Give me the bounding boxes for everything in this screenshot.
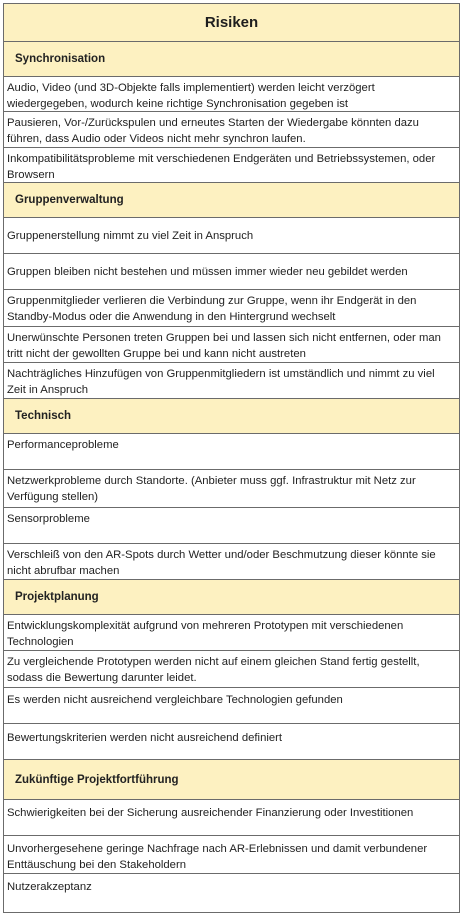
risk-row: Entwicklungskomplexität aufgrund von mehreren Prototypen mit verschiedenen Technologien — [4, 615, 459, 651]
table-title: Risiken — [4, 4, 459, 42]
risk-row: Pausieren, Vor-/Zurückspulen und erneutes Starten der Wiedergabe könnten dazu führen, dass Audio oder Videos nicht mehr synchron laufen. — [4, 112, 459, 148]
risk-row: Gruppenerstellung nimmt zu viel Zeit in Anspruch — [4, 218, 459, 254]
risk-row: Schwierigkeiten bei der Sicherung ausreichender Finanzierung oder Investitionen — [4, 800, 459, 836]
risk-row: Performanceprobleme — [4, 434, 459, 470]
risk-row: Audio, Video (und 3D-Objekte falls implementiert) werden leicht verzögert wiedergegeben, wodurch keine richtige Synchronisation gegeben ist — [4, 77, 459, 112]
risk-row: Inkompatibilitätsprobleme mit verschiedenen Endgeräten und Betriebssystemen, oder Browsern — [4, 148, 459, 183]
risk-table — [3, 3, 460, 913]
section-header-synchronisation: Synchronisation — [4, 42, 459, 77]
section-header-projektplanung: Projektplanung — [4, 580, 459, 615]
risk-row: Nachträgliches Hinzufügen von Gruppenmitgliedern ist umständlich und nimmt zu viel Zeit in Anspruch — [4, 363, 459, 399]
section-header-projektfortfuehrung: Zukünftige Projektfortführung — [4, 760, 459, 800]
risk-row: Es werden nicht ausreichend vergleichbare Technologien gefunden — [4, 688, 459, 724]
risk-row: Unvorhergesehene geringe Nachfrage nach AR-Erlebnissen und damit verbundener Enttäuschung bei den Stakeholdern — [4, 836, 459, 874]
risk-row: Nutzerakzeptanz — [7, 881, 92, 893]
risk-row: Bewertungskriterien werden nicht ausreichend definiert — [4, 724, 459, 760]
risk-row: Gruppen bleiben nicht bestehen und müssen immer wieder neu gebildet werden — [4, 254, 459, 290]
risk-row: Verschleiß von den AR-Spots durch Wetter und/oder Beschmutzung dieser könnte sie nicht abrufbar machen — [4, 544, 459, 580]
risk-row: Netzwerkprobleme durch Standorte. (Anbieter muss ggf. Infrastruktur mit Netz zur Verfügung stellen) — [4, 470, 459, 508]
risk-row: Sensorprobleme — [4, 508, 459, 544]
risk-row: Gruppenmitglieder verlieren die Verbindung zur Gruppe, wenn ihr Endgerät in den Standby-Modus oder die Anwendung in den Hintergrund wechselt — [4, 290, 459, 327]
risk-row: Zu vergleichende Prototypen werden nicht auf einem gleichen Stand fertig gestellt, sodass die Bewertung darunter leidet. — [4, 651, 459, 688]
section-header-gruppenverwaltung: Gruppenverwaltung — [4, 183, 459, 218]
risk-row: Unerwünschte Personen treten Gruppen bei und lassen sich nicht entfernen, oder man tritt nicht der gewollten Gruppe bei und kann nicht austreten — [4, 327, 459, 363]
section-header-technisch: Technisch — [4, 399, 459, 434]
